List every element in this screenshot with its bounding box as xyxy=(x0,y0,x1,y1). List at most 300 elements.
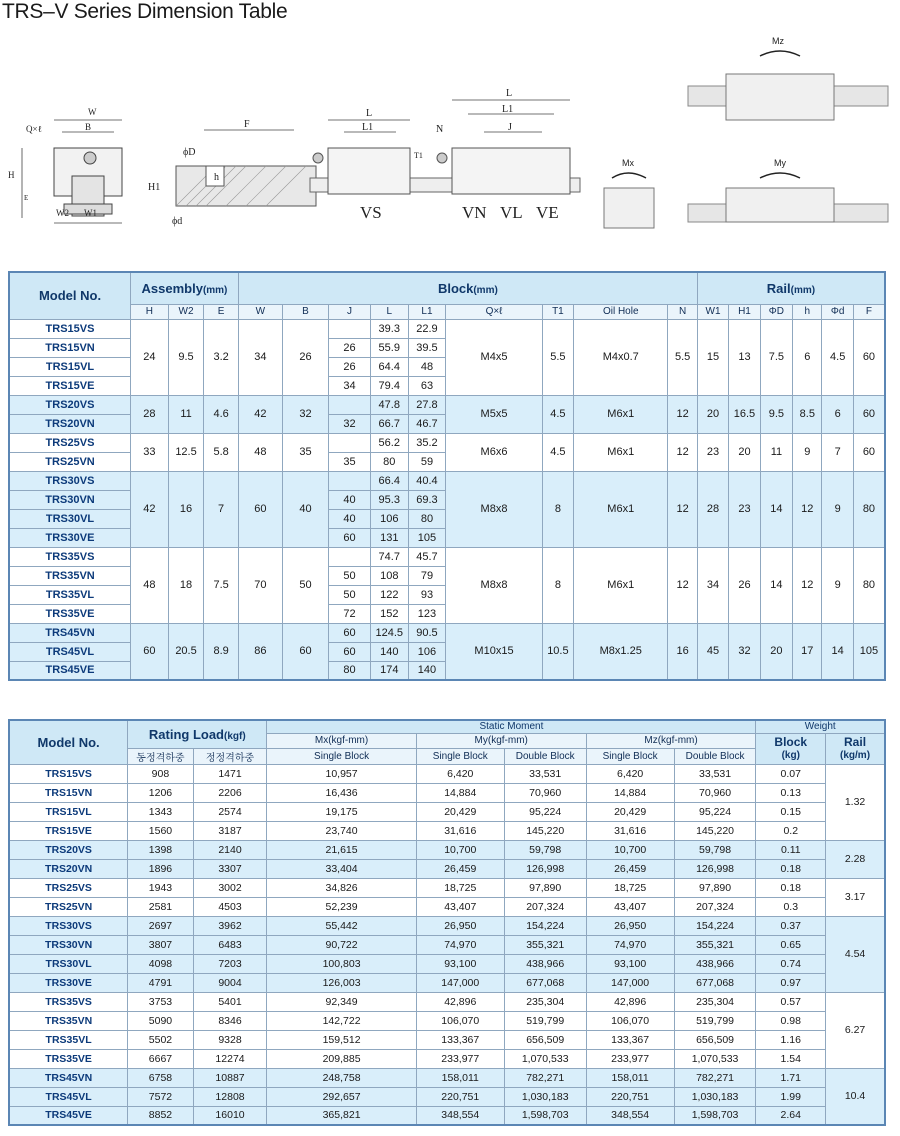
cell-w: 70 xyxy=(238,547,282,623)
cell-h1: 32 xyxy=(729,623,760,680)
header-mz-double: Double Block xyxy=(674,748,756,764)
cell-e: 7 xyxy=(204,471,239,547)
subheader-7: L1 xyxy=(408,304,446,319)
dynamic-load: 3753 xyxy=(128,992,193,1011)
cell-l1: 80 xyxy=(408,509,446,528)
model-cell: TRS30VS xyxy=(9,471,131,490)
header-model-2: Model No. xyxy=(9,720,128,764)
load-row xyxy=(9,992,885,1011)
my-single: 31,616 xyxy=(416,821,504,840)
my-double: 207,324 xyxy=(504,897,586,916)
mz-double: 519,799 xyxy=(674,1011,756,1030)
cell-l1: 79 xyxy=(408,566,446,585)
cell-w2: 11 xyxy=(168,395,204,433)
cell-j: 35 xyxy=(329,452,371,471)
my-double: 519,799 xyxy=(504,1011,586,1030)
label-phiD: ϕD xyxy=(183,147,196,158)
dynamic-load: 4791 xyxy=(128,973,193,992)
model-cell: TRS20VS xyxy=(9,840,128,859)
cell-b: 50 xyxy=(282,547,328,623)
cell-h: 60 xyxy=(131,623,169,680)
cell-l: 131 xyxy=(370,528,408,547)
block-weight: 1.71 xyxy=(756,1068,826,1087)
my-single: 42,896 xyxy=(416,992,504,1011)
header-weight: Weight xyxy=(756,720,885,733)
mx-single: 19,175 xyxy=(267,802,416,821)
cell-j xyxy=(329,395,371,414)
cell-w: 60 xyxy=(238,471,282,547)
cell-j: 26 xyxy=(329,357,371,376)
my-single: 43,407 xyxy=(416,897,504,916)
mx-single: 10,957 xyxy=(267,764,416,783)
mz-single: 348,554 xyxy=(586,1106,674,1125)
cell-t1: 8 xyxy=(542,471,573,547)
label-type-vn: VN xyxy=(462,203,487,222)
cell-b: 35 xyxy=(282,433,328,471)
mx-single: 16,436 xyxy=(267,783,416,802)
subheader-0: H xyxy=(131,304,169,319)
cell-phi-big-d: 20 xyxy=(760,623,792,680)
mz-double: 656,509 xyxy=(674,1030,756,1049)
dynamic-load: 2581 xyxy=(128,897,193,916)
dim-row xyxy=(9,623,885,642)
rail-weight: 10.4 xyxy=(826,1068,885,1125)
cell-j: 60 xyxy=(329,642,371,661)
model-cell: TRS30VE xyxy=(9,973,128,992)
mz-single: 106,070 xyxy=(586,1011,674,1030)
dim-row xyxy=(9,433,885,452)
model-cell: TRS45VL xyxy=(9,1087,128,1106)
cell-qxl: M6x6 xyxy=(446,433,542,471)
dynamic-load: 7572 xyxy=(128,1087,193,1106)
mz-single: 10,700 xyxy=(586,840,674,859)
mx-single: 159,512 xyxy=(267,1030,416,1049)
dimension-table xyxy=(8,271,886,681)
static-load: 7203 xyxy=(193,954,267,973)
subheader-17: F xyxy=(853,304,885,319)
my-double: 782,271 xyxy=(504,1068,586,1087)
cell-e: 5.8 xyxy=(204,433,239,471)
mx-single: 292,657 xyxy=(267,1087,416,1106)
header-static-load: 정정격하중 xyxy=(193,748,267,764)
cell-b: 60 xyxy=(282,623,328,680)
cell-l1: 46.7 xyxy=(408,414,446,433)
cell-h-rail: 17 xyxy=(793,623,822,680)
cell-n: 12 xyxy=(668,547,697,623)
static-load: 9004 xyxy=(193,973,267,992)
model-cell: TRS35VE xyxy=(9,604,131,623)
cell-w2: 16 xyxy=(168,471,204,547)
cell-phi-big-d: 7.5 xyxy=(760,319,792,395)
cell-oil-hole: M6x1 xyxy=(574,547,668,623)
rail-weight: 1.32 xyxy=(826,764,885,840)
cell-f: 60 xyxy=(853,433,885,471)
cell-w1: 28 xyxy=(697,471,728,547)
mz-double: 126,998 xyxy=(674,859,756,878)
header-my-double: Double Block xyxy=(504,748,586,764)
mz-double: 70,960 xyxy=(674,783,756,802)
cell-w: 42 xyxy=(238,395,282,433)
cell-qxl: M10x15 xyxy=(446,623,542,680)
my-double: 235,304 xyxy=(504,992,586,1011)
header-mz-single: Single Block xyxy=(586,748,674,764)
my-single: 106,070 xyxy=(416,1011,504,1030)
block-weight: 1.54 xyxy=(756,1049,826,1068)
label-phid: ϕd xyxy=(172,216,183,227)
static-load: 12808 xyxy=(193,1087,267,1106)
cell-phi-big-d: 11 xyxy=(760,433,792,471)
cell-l: 39.3 xyxy=(370,319,408,338)
model-cell: TRS45VE xyxy=(9,1106,128,1125)
cell-oil-hole: M4x0.7 xyxy=(574,319,668,395)
cell-phi-big-d: 14 xyxy=(760,547,792,623)
header-dynamic-load: 동정격하중 xyxy=(128,748,193,764)
mz-double: 1,598,703 xyxy=(674,1106,756,1125)
block-weight: 0.07 xyxy=(756,764,826,783)
dynamic-load: 1343 xyxy=(128,802,193,821)
cell-j: 40 xyxy=(329,509,371,528)
my-single: 93,100 xyxy=(416,954,504,973)
mx-single: 21,615 xyxy=(267,840,416,859)
my-single: 20,429 xyxy=(416,802,504,821)
cell-l1: 69.3 xyxy=(408,490,446,509)
mz-double: 97,890 xyxy=(674,878,756,897)
model-cell: TRS35VL xyxy=(9,1030,128,1049)
mz-single: 31,616 xyxy=(586,821,674,840)
mx-single: 365,821 xyxy=(267,1106,416,1125)
cell-w1: 34 xyxy=(697,547,728,623)
dynamic-load: 8852 xyxy=(128,1106,193,1125)
dynamic-load: 3807 xyxy=(128,935,193,954)
cell-h1: 16.5 xyxy=(729,395,760,433)
block-weight: 0.11 xyxy=(756,840,826,859)
static-load: 2140 xyxy=(193,840,267,859)
my-single: 10,700 xyxy=(416,840,504,859)
cell-l: 66.4 xyxy=(370,471,408,490)
block-weight: 0.18 xyxy=(756,859,826,878)
rail-weight: 6.27 xyxy=(826,992,885,1068)
load-row xyxy=(9,840,885,859)
my-single: 18,725 xyxy=(416,878,504,897)
cell-n: 12 xyxy=(668,471,697,547)
label-h1: H1 xyxy=(148,182,161,193)
cell-phi-d: 7 xyxy=(822,433,853,471)
subheader-15: h xyxy=(793,304,822,319)
cell-l1: 27.8 xyxy=(408,395,446,414)
cell-j: 60 xyxy=(329,623,371,642)
cell-phi-d: 14 xyxy=(822,623,853,680)
cell-w2: 9.5 xyxy=(168,319,204,395)
mx-single: 90,722 xyxy=(267,935,416,954)
cell-phi-d: 9 xyxy=(822,547,853,623)
subheader-2: E xyxy=(204,304,239,319)
cell-h-rail: 8.5 xyxy=(793,395,822,433)
cell-l: 64.4 xyxy=(370,357,408,376)
my-double: 656,509 xyxy=(504,1030,586,1049)
cell-qxl: M4x5 xyxy=(446,319,542,395)
side-view-drawing xyxy=(310,88,580,222)
cell-f: 80 xyxy=(853,471,885,547)
model-cell: TRS15VN xyxy=(9,338,131,357)
cell-oil-hole: M6x1 xyxy=(574,433,668,471)
my-double: 1,070,533 xyxy=(504,1049,586,1068)
load-row xyxy=(9,1011,885,1030)
load-row xyxy=(9,1049,885,1068)
label-l-vn: L xyxy=(506,88,513,99)
rail-weight: 4.54 xyxy=(826,916,885,992)
model-cell: TRS30VS xyxy=(9,916,128,935)
cell-l: 79.4 xyxy=(370,376,408,395)
cell-l1: 48 xyxy=(408,357,446,376)
my-double: 1,598,703 xyxy=(504,1106,586,1125)
static-load: 8346 xyxy=(193,1011,267,1030)
my-double: 355,321 xyxy=(504,935,586,954)
cell-n: 5.5 xyxy=(668,319,697,395)
label-h-rail: h xyxy=(214,172,219,183)
cell-l1: 90.5 xyxy=(408,623,446,642)
cell-h: 33 xyxy=(131,433,169,471)
cell-h1: 26 xyxy=(729,547,760,623)
cell-l: 124.5 xyxy=(370,623,408,642)
cell-phi-big-d: 14 xyxy=(760,471,792,547)
label-n: N xyxy=(436,124,444,135)
subheader-1: W2 xyxy=(168,304,204,319)
cell-l: 108 xyxy=(370,566,408,585)
mx-single: 34,826 xyxy=(267,878,416,897)
block-weight: 0.2 xyxy=(756,821,826,840)
block-weight: 0.3 xyxy=(756,897,826,916)
mz-single: 14,884 xyxy=(586,783,674,802)
my-single: 6,420 xyxy=(416,764,504,783)
subheader-10: Oil Hole xyxy=(574,304,668,319)
cell-qxl: M8x8 xyxy=(446,547,542,623)
cell-l: 55.9 xyxy=(370,338,408,357)
dynamic-load: 5090 xyxy=(128,1011,193,1030)
model-cell: TRS35VN xyxy=(9,1011,128,1030)
mx-single: 100,803 xyxy=(267,954,416,973)
cell-t1: 8 xyxy=(542,547,573,623)
cell-h-rail: 12 xyxy=(793,471,822,547)
cell-f: 80 xyxy=(853,547,885,623)
mz-double: 438,966 xyxy=(674,954,756,973)
static-load: 4503 xyxy=(193,897,267,916)
block-weight: 0.57 xyxy=(756,992,826,1011)
cell-e: 8.9 xyxy=(204,623,239,680)
cell-j: 26 xyxy=(329,338,371,357)
dynamic-load: 908 xyxy=(128,764,193,783)
block-weight: 0.65 xyxy=(756,935,826,954)
model-cell: TRS30VN xyxy=(9,935,128,954)
mx-single: 126,003 xyxy=(267,973,416,992)
label-mx: Mx xyxy=(622,158,634,168)
load-row xyxy=(9,1068,885,1087)
my-double: 145,220 xyxy=(504,821,586,840)
cell-j: 32 xyxy=(329,414,371,433)
model-cell: TRS35VS xyxy=(9,992,128,1011)
mz-single: 147,000 xyxy=(586,973,674,992)
cell-l1: 106 xyxy=(408,642,446,661)
front-view-drawing xyxy=(8,107,122,223)
load-row xyxy=(9,954,885,973)
model-cell: TRS25VS xyxy=(9,878,128,897)
mz-single: 6,420 xyxy=(586,764,674,783)
cell-w1: 15 xyxy=(697,319,728,395)
label-l1-vn: L1 xyxy=(502,104,514,115)
rail-section-drawing xyxy=(148,119,316,227)
cell-j: 40 xyxy=(329,490,371,509)
model-cell: TRS20VS xyxy=(9,395,131,414)
cell-qxl: M5x5 xyxy=(446,395,542,433)
cell-l1: 39.5 xyxy=(408,338,446,357)
mz-double: 677,068 xyxy=(674,973,756,992)
model-cell: TRS35VN xyxy=(9,566,131,585)
cell-w1: 20 xyxy=(697,395,728,433)
my-double: 59,798 xyxy=(504,840,586,859)
mz-single: 26,459 xyxy=(586,859,674,878)
block-weight: 0.37 xyxy=(756,916,826,935)
my-double: 97,890 xyxy=(504,878,586,897)
my-double: 677,068 xyxy=(504,973,586,992)
cell-qxl: M8x8 xyxy=(446,471,542,547)
model-cell: TRS25VS xyxy=(9,433,131,452)
mz-single: 158,011 xyxy=(586,1068,674,1087)
subheader-14: ΦD xyxy=(760,304,792,319)
cell-l1: 22.9 xyxy=(408,319,446,338)
dynamic-load: 2697 xyxy=(128,916,193,935)
dynamic-load: 6667 xyxy=(128,1049,193,1068)
block-weight: 0.97 xyxy=(756,973,826,992)
model-cell: TRS30VL xyxy=(9,509,131,528)
my-single: 26,950 xyxy=(416,916,504,935)
cell-f: 60 xyxy=(853,395,885,433)
load-table xyxy=(8,719,886,1126)
subheader-8: Q×ℓ xyxy=(446,304,542,319)
cell-j: 50 xyxy=(329,585,371,604)
static-load: 1471 xyxy=(193,764,267,783)
dynamic-load: 4098 xyxy=(128,954,193,973)
mz-single: 42,896 xyxy=(586,992,674,1011)
block-weight: 1.99 xyxy=(756,1087,826,1106)
static-load: 9328 xyxy=(193,1030,267,1049)
model-cell: TRS15VS xyxy=(9,319,131,338)
block-weight: 0.18 xyxy=(756,878,826,897)
my-single: 233,977 xyxy=(416,1049,504,1068)
cell-h1: 20 xyxy=(729,433,760,471)
mz-double: 207,324 xyxy=(674,897,756,916)
cell-l: 66.7 xyxy=(370,414,408,433)
static-load: 3187 xyxy=(193,821,267,840)
subheader-3: W xyxy=(238,304,282,319)
load-row xyxy=(9,897,885,916)
model-cell: TRS35VS xyxy=(9,547,131,566)
label-w: W xyxy=(88,107,97,117)
cell-e: 7.5 xyxy=(204,547,239,623)
model-cell: TRS30VL xyxy=(9,954,128,973)
cell-h-rail: 9 xyxy=(793,433,822,471)
block-weight: 0.15 xyxy=(756,802,826,821)
load-row xyxy=(9,821,885,840)
subheader-13: H1 xyxy=(729,304,760,319)
my-double: 1,030,183 xyxy=(504,1087,586,1106)
cell-w2: 20.5 xyxy=(168,623,204,680)
cell-n: 12 xyxy=(668,433,697,471)
label-qxl: Q×ℓ xyxy=(26,124,42,134)
cell-oil-hole: M6x1 xyxy=(574,395,668,433)
cell-f: 60 xyxy=(853,319,885,395)
mz-single: 74,970 xyxy=(586,935,674,954)
mz-double: 145,220 xyxy=(674,821,756,840)
static-load: 6483 xyxy=(193,935,267,954)
cell-w2: 12.5 xyxy=(168,433,204,471)
model-cell: TRS25VN xyxy=(9,897,128,916)
cell-l: 47.8 xyxy=(370,395,408,414)
header-mx: Mx(kgf-mm) xyxy=(267,733,416,748)
cell-l: 122 xyxy=(370,585,408,604)
model-cell: TRS25VN xyxy=(9,452,131,471)
mz-double: 782,271 xyxy=(674,1068,756,1087)
load-row xyxy=(9,783,885,802)
mz-single: 43,407 xyxy=(586,897,674,916)
cell-n: 16 xyxy=(668,623,697,680)
model-cell: TRS15VS xyxy=(9,764,128,783)
static-load: 3002 xyxy=(193,878,267,897)
cell-e: 4.6 xyxy=(204,395,239,433)
cell-j: 60 xyxy=(329,528,371,547)
cell-oil-hole: M8x1.25 xyxy=(574,623,668,680)
dim-row xyxy=(9,547,885,566)
cell-l1: 105 xyxy=(408,528,446,547)
header-rating: Rating Load(kgf) xyxy=(128,720,267,748)
cell-h: 42 xyxy=(131,471,169,547)
dynamic-load: 5502 xyxy=(128,1030,193,1049)
my-single: 26,459 xyxy=(416,859,504,878)
cell-l: 152 xyxy=(370,604,408,623)
model-cell: TRS30VN xyxy=(9,490,131,509)
model-cell: TRS15VL xyxy=(9,357,131,376)
mz-double: 235,304 xyxy=(674,992,756,1011)
my-double: 154,224 xyxy=(504,916,586,935)
label-j: J xyxy=(508,122,512,133)
header-mx-single: Single Block xyxy=(267,748,416,764)
label-h: H xyxy=(8,170,15,180)
my-double: 95,224 xyxy=(504,802,586,821)
label-e: E xyxy=(24,194,29,202)
dim-row xyxy=(9,395,885,414)
mx-single: 142,722 xyxy=(267,1011,416,1030)
subheader-11: N xyxy=(668,304,697,319)
mz-single: 18,725 xyxy=(586,878,674,897)
model-cell: TRS35VL xyxy=(9,585,131,604)
cell-t1: 4.5 xyxy=(542,395,573,433)
load-row xyxy=(9,878,885,897)
my-double: 33,531 xyxy=(504,764,586,783)
static-load: 3962 xyxy=(193,916,267,935)
label-mz: Mz xyxy=(772,36,784,46)
block-weight: 1.16 xyxy=(756,1030,826,1049)
cell-l: 174 xyxy=(370,661,408,680)
cell-h1: 23 xyxy=(729,471,760,547)
label-t1: T1 xyxy=(414,151,423,160)
label-f: F xyxy=(244,119,250,130)
block-weight: 0.74 xyxy=(756,954,826,973)
page-title: TRS–V Series Dimension Table xyxy=(2,0,288,23)
mx-single: 248,758 xyxy=(267,1068,416,1087)
cell-w2: 18 xyxy=(168,547,204,623)
my-single: 74,970 xyxy=(416,935,504,954)
cell-l1: 63 xyxy=(408,376,446,395)
model-cell: TRS15VE xyxy=(9,821,128,840)
cell-n: 12 xyxy=(668,395,697,433)
